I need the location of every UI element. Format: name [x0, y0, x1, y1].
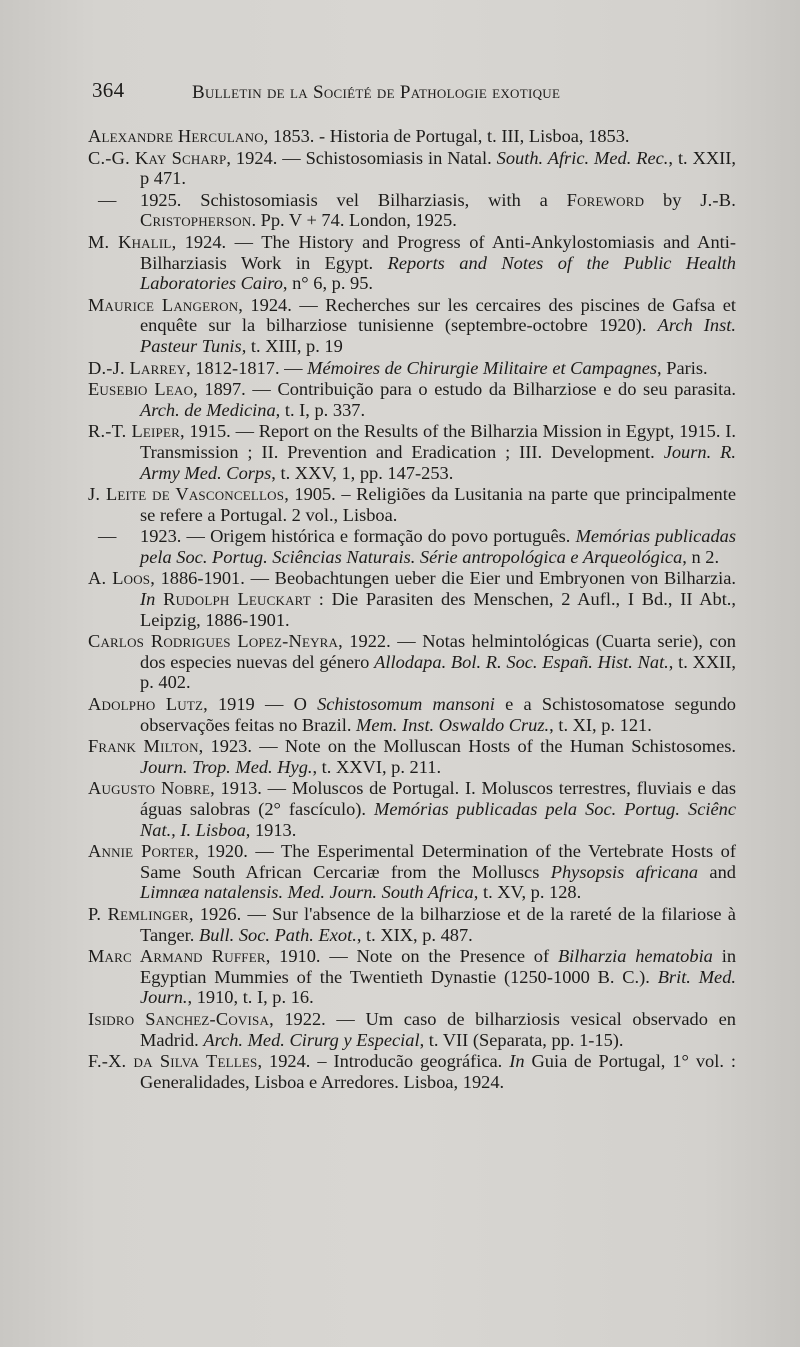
reference-entry	[88, 190, 736, 231]
reference-author: A. Loos	[88, 568, 151, 589]
reference-text: , 1919 — O	[203, 694, 318, 715]
reference-author: F.-X. da Silva Telles	[88, 1051, 258, 1072]
reference-title-italic: Reports and Notes of the Public Health Laboratories Cairo	[140, 252, 736, 294]
reference-title-italic: Bilharzia hematobia	[557, 946, 713, 967]
reference-text: , 1886-1901. — Beobachtungen ueber die Eier und Embryonen von Bilharzia.	[150, 568, 736, 589]
reference-text: , 1853. - Historia de Portugal, t. III, Lisboa, 1853.	[263, 126, 630, 146]
reference-entry	[88, 484, 736, 525]
reference-title-italic: In	[140, 589, 156, 610]
reference-text: , Paris.	[657, 357, 708, 378]
reference-text: , t. XXV, 1, pp. 147-253.	[271, 462, 454, 483]
reference-text: Rudolph Leuckart	[163, 589, 311, 610]
reference-entry	[88, 379, 736, 420]
reference-author: R.-T. Leiper	[88, 421, 180, 442]
reference-text: by	[644, 189, 701, 210]
reference-text: , t. XXII, p 471.	[140, 147, 736, 189]
reference-text: , t. XI, p. 121.	[549, 714, 652, 735]
reference-text: and	[698, 861, 736, 882]
reference-text: . Pp. V + 74. London, 1925.	[251, 210, 457, 231]
reference-entry	[88, 148, 736, 189]
reference-title-italic: Brit. Med. Journ.	[140, 966, 736, 1008]
reference-title-italic: Limnæa natalensis. Med. Journ. South Africa	[140, 882, 474, 903]
reference-text: , t. I, p. 337.	[275, 399, 366, 420]
reference-entry	[88, 358, 736, 379]
reference-entry	[88, 421, 736, 483]
reference-text: , t. VII (Separata, pp. 1-15).	[419, 1029, 624, 1050]
reference-title-italic: Arch. Med. Cirurg y Especial	[203, 1029, 420, 1050]
reference-author: Augusto Nobre	[88, 778, 211, 799]
reference-entry	[88, 736, 736, 777]
reference-entry	[88, 526, 736, 567]
reference-text: , 1922. — Notas helmintológicas (Cuarta serie), con dos especies nuevas del género	[140, 631, 736, 672]
reference-title-italic: Allodapa. Bol. R. Soc. Españ. Hist. Nat.	[374, 651, 669, 672]
reference-text: , t. XXII, p. 402.	[140, 651, 736, 693]
reference-text: , 1812-1817. —	[186, 357, 308, 378]
reference-author: P. Remlinger	[88, 903, 189, 924]
reference-text: , t. XIX, p. 487.	[356, 924, 473, 945]
reference-title-italic: In	[509, 1051, 525, 1072]
reference-text: , 1922. — Um caso de bilharziosis vesical observado en Madrid.	[140, 1008, 736, 1050]
reference-author: Marc Armand Ruffer	[88, 946, 266, 967]
reference-text: Guia de Portugal, 1° vol. : Generalidades, Lisboa e Arredores. Lisboa, 1924.	[140, 1051, 736, 1092]
reference-text: , t. XXVI, p. 211.	[312, 756, 442, 777]
reference-text: , 1905. – Religiões da Lusitania na parte que principalmente se refere a Portugal. 2 vol., Lisboa.	[140, 484, 736, 525]
reference-text: : Die Parasiten des Menschen, 2 Aufl., I Bd., II Abt., Leipzig, 1886-1901.	[140, 589, 736, 630]
reference-author: Frank Milton	[88, 736, 199, 757]
reference-author: Annie Porter	[88, 841, 195, 862]
reference-title-italic: Arch Inst. Pasteur Tunis	[140, 315, 736, 356]
reference-text: , n 2.	[682, 546, 720, 567]
reference-text: J.-B. Cristopherson	[140, 189, 736, 231]
reference-text: Foreword	[566, 189, 645, 210]
reference-text: , 1897. — Contribuição para o estudo da Bilharziose e do seu parasita.	[193, 379, 736, 400]
reference-title-italic: Schistosomum mansoni	[317, 694, 495, 715]
reference-author: J. Leite de Vasconcellos	[88, 484, 285, 505]
reference-title-italic: Memórias publicadas pela Soc. Portug. Sciências Naturais. Série antropológica e Arqueológica	[140, 526, 737, 567]
reference-entry	[88, 1051, 736, 1092]
reference-entry	[88, 778, 736, 840]
reference-text: , 1924. – Introducão geográfica.	[257, 1051, 510, 1072]
reference-entry	[88, 631, 736, 693]
reference-list	[88, 126, 736, 1093]
reference-text: , 1924. — Schistosomiasis in Natal.	[226, 147, 497, 168]
reference-entry	[88, 946, 736, 1008]
running-title: Bulletin de la Société de Pathologie exotique	[192, 82, 561, 103]
ditto-dash: —	[98, 189, 117, 210]
reference-entry	[88, 568, 736, 630]
reference-text: , 1913. — Moluscos de Portugal. I. Moluscos terrestres, fluviais e das águas salobras (2° fascículo).	[140, 778, 736, 819]
reference-title-italic: Bull. Soc. Path. Exot.	[198, 924, 357, 945]
reference-author: D.-J. Larrey	[88, 357, 187, 378]
reference-entry	[88, 232, 736, 294]
reference-text: e a Schistosomatose segundo observações feitas no Brazil.	[140, 694, 736, 735]
reference-text: , 1910, t. I, p. 16.	[187, 987, 314, 1008]
reference-text	[155, 589, 163, 609]
reference-entry	[88, 295, 736, 357]
reference-text: , 1913.	[245, 819, 297, 840]
reference-title-italic: South. Afric. Med. Rec.	[496, 147, 669, 168]
reference-entry	[88, 694, 736, 735]
reference-author: C.-G. Kay Scharp	[88, 147, 227, 168]
reference-text: , 1920. — The Esperimental Determination of the Vertebrate Hosts of Same South African Cercariæ from the Molluscs	[140, 841, 736, 882]
reference-author: M. Khalil	[88, 231, 172, 252]
reference-title-italic: Physopsis africana	[550, 861, 699, 882]
reference-author: Maurice Langeron	[88, 294, 239, 315]
reference-text: , 1926. — Sur l'absence de la bilharziose et de la rareté de la filariose à Tanger.	[140, 903, 736, 945]
reference-author: Alexandre Herculano	[88, 126, 264, 146]
reference-author: Eusebio Leao	[88, 379, 194, 400]
reference-text: , 1915. — Report on the Results of the Bilharzia Mission in Egypt, 1915. I. Transmission ; II. Prevention and Eradication ; III. Development.	[140, 421, 736, 462]
reference-text: , 1910. — Note on the Presence of	[265, 946, 558, 967]
reference-text: 1925. Schistosomiasis vel Bilharziasis, with a	[140, 189, 567, 210]
reference-entry	[88, 1009, 736, 1050]
reference-title-italic: Memórias publicadas pela Soc. Portug. Sciênc Nat., I. Lisboa	[140, 799, 736, 840]
reference-title-italic: Journ. R. Army Med. Corps	[140, 441, 736, 483]
reference-title-italic: Arch. de Medicina	[140, 399, 276, 420]
reference-entry	[88, 841, 736, 903]
reference-author: Carlos Rodrigues Lopez-Neyra	[88, 631, 339, 652]
reference-text: , t. XIII, p. 19	[241, 335, 343, 356]
reference-text: , 1924. — The History and Progress of Anti-Ankylostomiasis and Anti-Bilharziasis Work in Egypt.	[140, 231, 736, 273]
reference-title-italic: Mémoires de Chirurgie Militaire et Campagnes	[307, 357, 658, 378]
reference-text: 1923. — Origem histórica e formação do povo português.	[140, 526, 576, 547]
reference-title-italic: Journ. Trop. Med. Hyg.	[140, 756, 313, 777]
reference-text: , 1923. — Note on the Molluscan Hosts of the Human Schistosomes.	[198, 736, 736, 757]
page-number: 364	[92, 78, 125, 102]
ditto-dash: —	[98, 526, 117, 547]
reference-entry	[88, 126, 736, 147]
reference-text: , t. XV, p. 128.	[473, 882, 582, 903]
reference-text: , 1924. — Recherches sur les cercaires des piscines de Gafsa et enquête sur la bilharziose tunisienne (septembre-octobre 1920).	[140, 294, 736, 336]
reference-title-italic: Mem. Inst. Oswaldo Cruz.	[356, 714, 550, 735]
reference-text: in Egyptian Mummies of the Twentieth Dynastie (1250-1000 B. C.).	[140, 946, 737, 987]
reference-text: , n° 6, p. 95.	[282, 273, 374, 294]
reference-author: Isidro Sanchez-Covisa	[88, 1008, 270, 1029]
reference-author: Adolpho Lutz	[88, 694, 204, 715]
reference-entry	[88, 904, 736, 945]
